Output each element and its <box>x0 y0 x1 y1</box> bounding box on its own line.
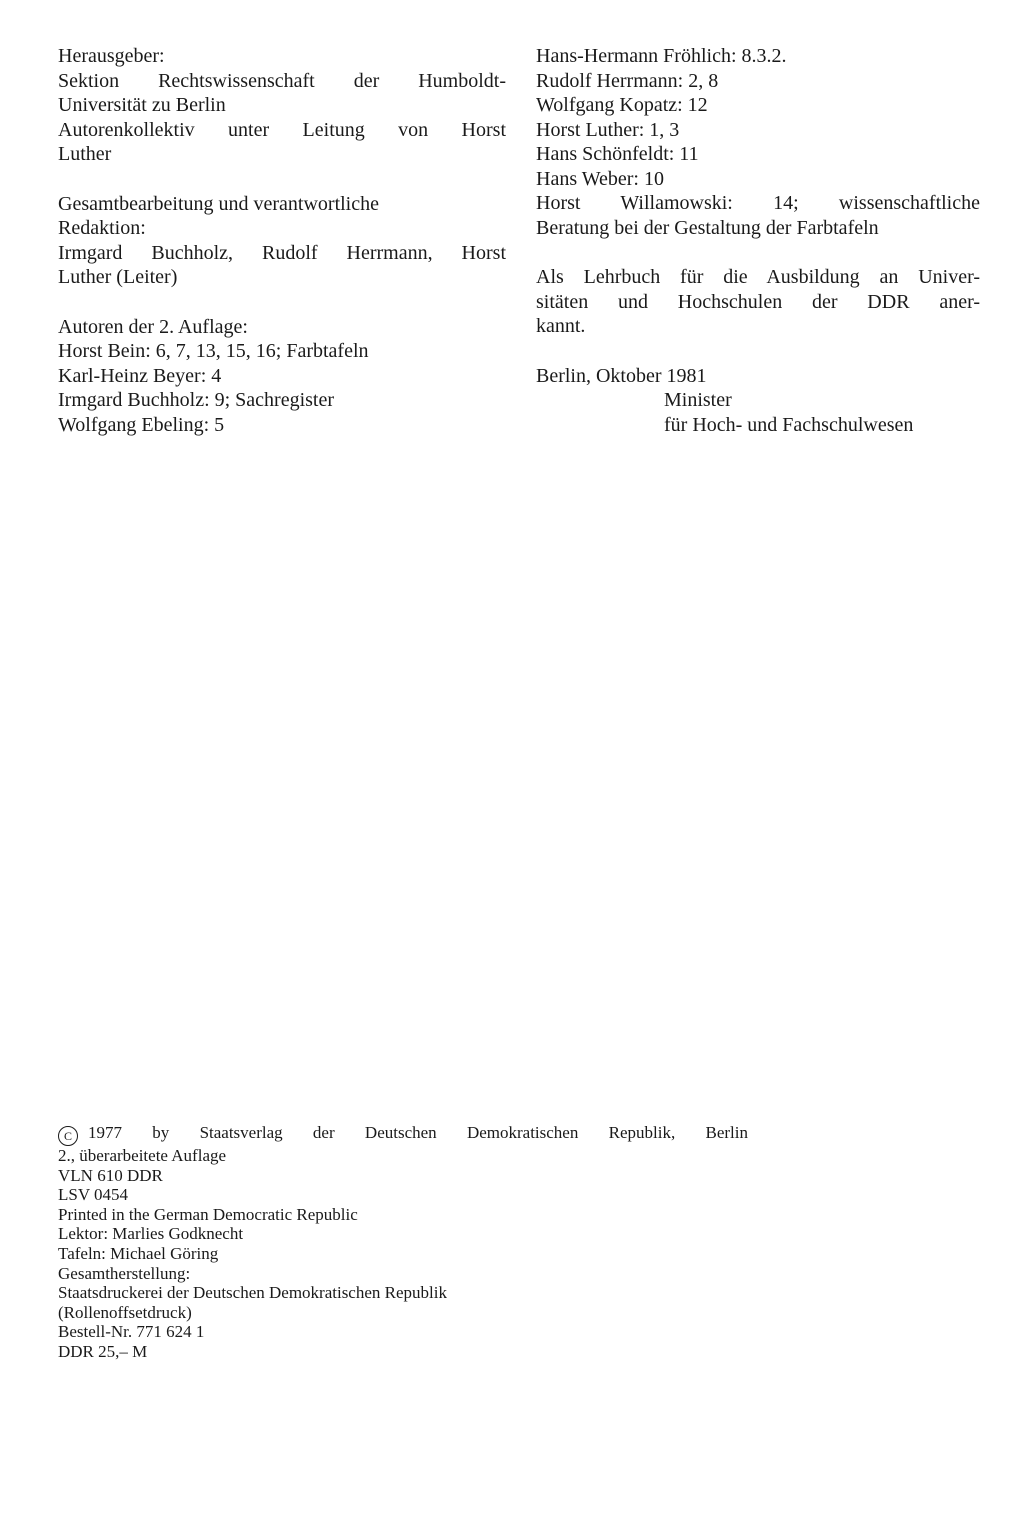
printer: Staatsdruckerei der Deutschen Demokratischen Republik <box>58 1283 447 1303</box>
lektor: Lektor: Marlies Godknecht <box>58 1224 244 1244</box>
editing-heading: Redaktion: <box>58 217 146 239</box>
author-entry: Hans Schönfeldt: 11 <box>536 143 699 165</box>
editing-names: Luther (Leiter) <box>58 266 178 288</box>
signatory: für Hoch- und Fachschulwesen <box>664 413 914 436</box>
authors-heading: Autoren der 2. Auflage: <box>58 315 248 338</box>
publisher-line: Sektion Rechtswissenschaft der Humboldt- <box>58 69 506 92</box>
signatory: Minister <box>664 389 732 411</box>
publisher-line: Universität zu Berlin <box>58 94 226 116</box>
author-entry: Hans-Hermann Fröhlich: 8.3.2. <box>536 45 787 67</box>
order-number: Bestell-Nr. 771 624 1 <box>58 1322 205 1342</box>
author-entry: Karl-Heinz Beyer: 4 <box>58 364 222 387</box>
printed-note: Printed in the German Democratic Republic <box>58 1204 358 1224</box>
lsv-number: LSV 0454 <box>58 1185 129 1205</box>
author-entry: Rudolf Herrmann: 2, 8 <box>536 69 719 92</box>
vln-number: VLN 610 DDR <box>58 1165 163 1185</box>
author-entry: Wolfgang Kopatz: 12 <box>536 94 708 116</box>
author-entry: Hans Weber: 10 <box>536 167 664 190</box>
author-entry: Beratung bei der Gestaltung der Farbtafeln <box>536 216 879 239</box>
editing-names: Irmgard Buchholz, Rudolf Herrmann, Horst <box>58 241 506 264</box>
printer-method: (Rollenoffsetdruck) <box>58 1302 192 1322</box>
spacer <box>536 240 980 265</box>
author-entry: Irmgard Buchholz: 9; Sachregister <box>58 389 335 411</box>
place-date: Berlin, Oktober 1981 <box>536 364 707 387</box>
left-column <box>58 44 506 437</box>
author-entry: Horst Bein: 6, 7, 13, 15, 16; Farbtafeln <box>58 340 369 362</box>
right-column <box>536 44 980 437</box>
edition: 2., überarbeitete Auflage <box>58 1146 227 1165</box>
copyright-icon: C <box>58 1126 78 1146</box>
publisher-heading: Herausgeber: <box>58 45 165 67</box>
spacer <box>58 290 506 315</box>
copyright-text: 1977 by Staatsverlag der Deutschen Demokratischen Republik, Berlin <box>88 1123 748 1142</box>
copyright-line <box>58 1123 748 1146</box>
approval-text: kannt. <box>536 315 586 337</box>
publisher-line: Autorenkollektiv unter Leitung von Horst <box>58 118 506 141</box>
approval-text: sitäten und Hochschulen der DDR aner- <box>536 290 980 313</box>
spacer <box>536 339 980 364</box>
spacer <box>58 167 506 192</box>
author-entry: Horst Luther: 1, 3 <box>536 118 680 141</box>
price: DDR 25,– M <box>58 1341 148 1361</box>
editing-heading: Gesamtbearbeitung und verantwortliche <box>58 192 379 215</box>
imprint-block <box>58 1123 748 1362</box>
publisher-line: Luther <box>58 143 112 165</box>
author-entry: Wolfgang Ebeling: 5 <box>58 413 225 436</box>
approval-text: Als Lehrbuch für die Ausbildung an Univer- <box>536 266 980 288</box>
production-heading: Gesamtherstellung: <box>58 1263 191 1283</box>
tafeln: Tafeln: Michael Göring <box>58 1243 219 1263</box>
author-entry: Horst Willamowski: 14; wissenschaftliche <box>536 192 980 214</box>
